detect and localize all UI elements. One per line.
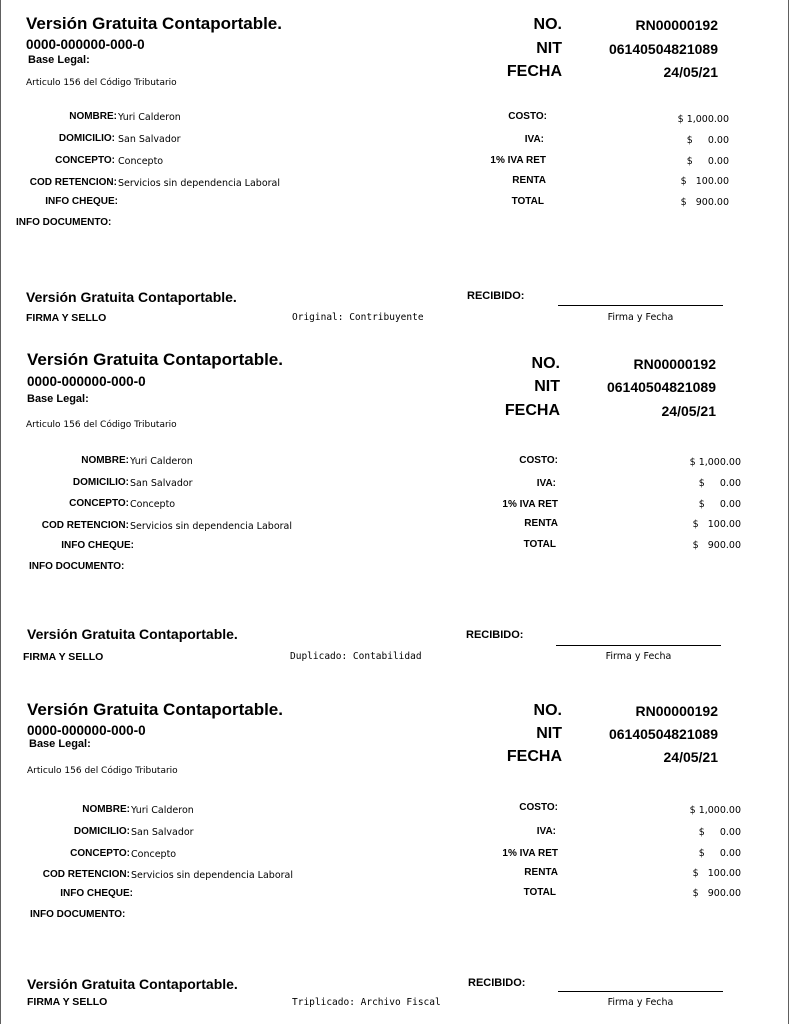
base-legal-label: Base Legal: <box>28 54 90 66</box>
total-label: TOTAL <box>511 196 544 207</box>
total-value: $ 900.00 <box>680 197 729 208</box>
cod-retencion-value: Servicios sin dependencia Laboral <box>118 178 281 189</box>
base-legal-label: Base Legal: <box>29 738 91 750</box>
receipt-title: Versión Gratuita Contaportable. <box>27 350 283 369</box>
firma-sello-label: FIRMA Y SELLO <box>27 996 108 1008</box>
nit-label: NIT <box>536 40 562 57</box>
nit-value: 06140504821089 <box>606 379 716 395</box>
renta-label: RENTA <box>512 175 546 186</box>
info-cheque-label: INFO CHEQUE: <box>61 540 134 551</box>
iva-label: IVA: <box>524 134 544 145</box>
renta-value: $ 100.00 <box>692 519 741 530</box>
info-documento-label: INFO DOCUMENTO: <box>30 909 126 920</box>
copy-label: Triplicado: Archivo Fiscal <box>292 997 441 1008</box>
domicilio-label: DOMICILIO: <box>58 133 115 144</box>
receipt-title: Versión Gratuita Contaportable. <box>26 14 282 33</box>
info-cheque-label: INFO CHEQUE: <box>45 196 118 207</box>
info-documento-label: INFO DOCUMENTO: <box>16 217 112 228</box>
cod-retencion-label: COD RETENCION: <box>41 520 129 531</box>
cod-retencion-label: COD RETENCION: <box>29 177 117 188</box>
base-legal-label: Base Legal: <box>27 393 89 405</box>
base-legal-text: Articulo 156 del Código Tributario <box>26 420 177 430</box>
copy-label: Duplicado: Contabilidad <box>290 651 422 662</box>
firma-sello-label: FIRMA Y SELLO <box>26 312 107 324</box>
iva-value: $ 0.00 <box>686 135 729 146</box>
cod-retencion-value: Servicios sin dependencia Laboral <box>131 870 294 881</box>
firma-sello-label: FIRMA Y SELLO <box>23 651 104 663</box>
iva-ret-label: 1% IVA RET <box>490 155 546 166</box>
footer-title: Versión Gratuita Contaportable. <box>27 976 238 992</box>
concepto-label: CONCEPTO: <box>69 498 129 509</box>
domicilio-label: DOMICILIO: <box>72 477 129 488</box>
receipt-original <box>0 0 791 340</box>
receipt-code: 0000-000000-000-0 <box>26 37 145 52</box>
no-value: RN00000192 <box>635 17 718 33</box>
base-legal-text: Articulo 156 del Código Tributario <box>26 78 177 88</box>
recibido-label: RECIBIDO: <box>468 977 526 989</box>
nombre-value: Yuri Calderon <box>118 112 181 123</box>
costo-value: $ 1,000.00 <box>689 805 741 816</box>
domicilio-label: DOMICILIO: <box>73 826 130 837</box>
iva-value: $ 0.00 <box>698 478 741 489</box>
copy-label: Original: Contribuyente <box>292 312 424 323</box>
nombre-value: Yuri Calderon <box>131 805 194 816</box>
no-value: RN00000192 <box>633 356 716 372</box>
info-cheque-label: INFO CHEQUE: <box>60 888 133 899</box>
concepto-label: CONCEPTO: <box>70 848 130 859</box>
fecha-label: FECHA <box>506 748 562 765</box>
receipt-triplicado <box>0 690 791 1030</box>
cod-retencion-label: COD RETENCION: <box>42 869 130 880</box>
receipt-duplicado <box>0 343 791 683</box>
renta-label: RENTA <box>524 518 558 529</box>
renta-value: $ 100.00 <box>680 176 729 187</box>
iva-ret-label: 1% IVA RET <box>502 848 558 859</box>
total-value: $ 900.00 <box>692 888 741 899</box>
renta-value: $ 100.00 <box>692 868 741 879</box>
base-legal-text: Articulo 156 del Código Tributario <box>27 766 178 776</box>
recibido-label: RECIBIDO: <box>467 290 525 302</box>
costo-value: $ 1,000.00 <box>677 114 729 125</box>
concepto-value: Concepto <box>130 499 176 510</box>
iva-value: $ 0.00 <box>698 827 741 838</box>
fecha-value: 24/05/21 <box>661 403 716 419</box>
signature-caption: Firma y Fecha <box>607 997 674 1008</box>
concepto-label: CONCEPTO: <box>55 155 115 166</box>
signature-line <box>556 645 721 646</box>
no-label: NO. <box>533 702 562 719</box>
costo-label: COSTO: <box>508 111 547 122</box>
iva-ret-value: $ 0.00 <box>698 848 741 859</box>
fecha-value: 24/05/21 <box>663 64 718 80</box>
signature-line <box>558 305 723 306</box>
costo-label: COSTO: <box>519 802 558 813</box>
domicilio-value: San Salvador <box>130 478 193 489</box>
total-value: $ 900.00 <box>692 540 741 551</box>
fecha-value: 24/05/21 <box>663 749 718 765</box>
no-value: RN00000192 <box>635 703 718 719</box>
iva-ret-label: 1% IVA RET <box>502 499 558 510</box>
footer-title: Versión Gratuita Contaportable. <box>27 626 238 642</box>
nit-value: 06140504821089 <box>608 41 718 57</box>
cod-retencion-value: Servicios sin dependencia Laboral <box>130 521 293 532</box>
domicilio-value: San Salvador <box>118 134 181 145</box>
costo-value: $ 1,000.00 <box>689 457 741 468</box>
nombre-label: NOMBRE: <box>82 804 130 815</box>
nit-label: NIT <box>536 725 562 742</box>
iva-ret-value: $ 0.00 <box>698 499 741 510</box>
nombre-label: NOMBRE: <box>81 455 129 466</box>
info-documento-label: INFO DOCUMENTO: <box>29 561 125 572</box>
fecha-label: FECHA <box>504 402 560 419</box>
total-label: TOTAL <box>523 539 556 550</box>
nit-label: NIT <box>534 378 560 395</box>
signature-caption: Firma y Fecha <box>607 312 674 323</box>
nombre-value: Yuri Calderon <box>130 456 193 467</box>
nombre-label: NOMBRE: <box>69 111 117 122</box>
iva-label: IVA: <box>536 478 556 489</box>
total-label: TOTAL <box>523 887 556 898</box>
iva-ret-value: $ 0.00 <box>686 156 729 167</box>
signature-line <box>558 991 723 992</box>
concepto-value: Concepto <box>118 156 164 167</box>
receipt-code: 0000-000000-000-0 <box>27 374 146 389</box>
footer-title: Versión Gratuita Contaportable. <box>26 289 237 305</box>
iva-label: IVA: <box>536 826 556 837</box>
no-label: NO. <box>533 16 562 33</box>
recibido-label: RECIBIDO: <box>466 629 524 641</box>
costo-label: COSTO: <box>519 455 558 466</box>
domicilio-value: San Salvador <box>131 827 194 838</box>
no-label: NO. <box>531 355 560 372</box>
fecha-label: FECHA <box>506 63 562 80</box>
signature-caption: Firma y Fecha <box>605 651 672 662</box>
renta-label: RENTA <box>524 867 558 878</box>
nit-value: 06140504821089 <box>608 726 718 742</box>
concepto-value: Concepto <box>131 849 177 860</box>
receipt-title: Versión Gratuita Contaportable. <box>27 700 283 719</box>
receipt-code: 0000-000000-000-0 <box>27 723 146 738</box>
